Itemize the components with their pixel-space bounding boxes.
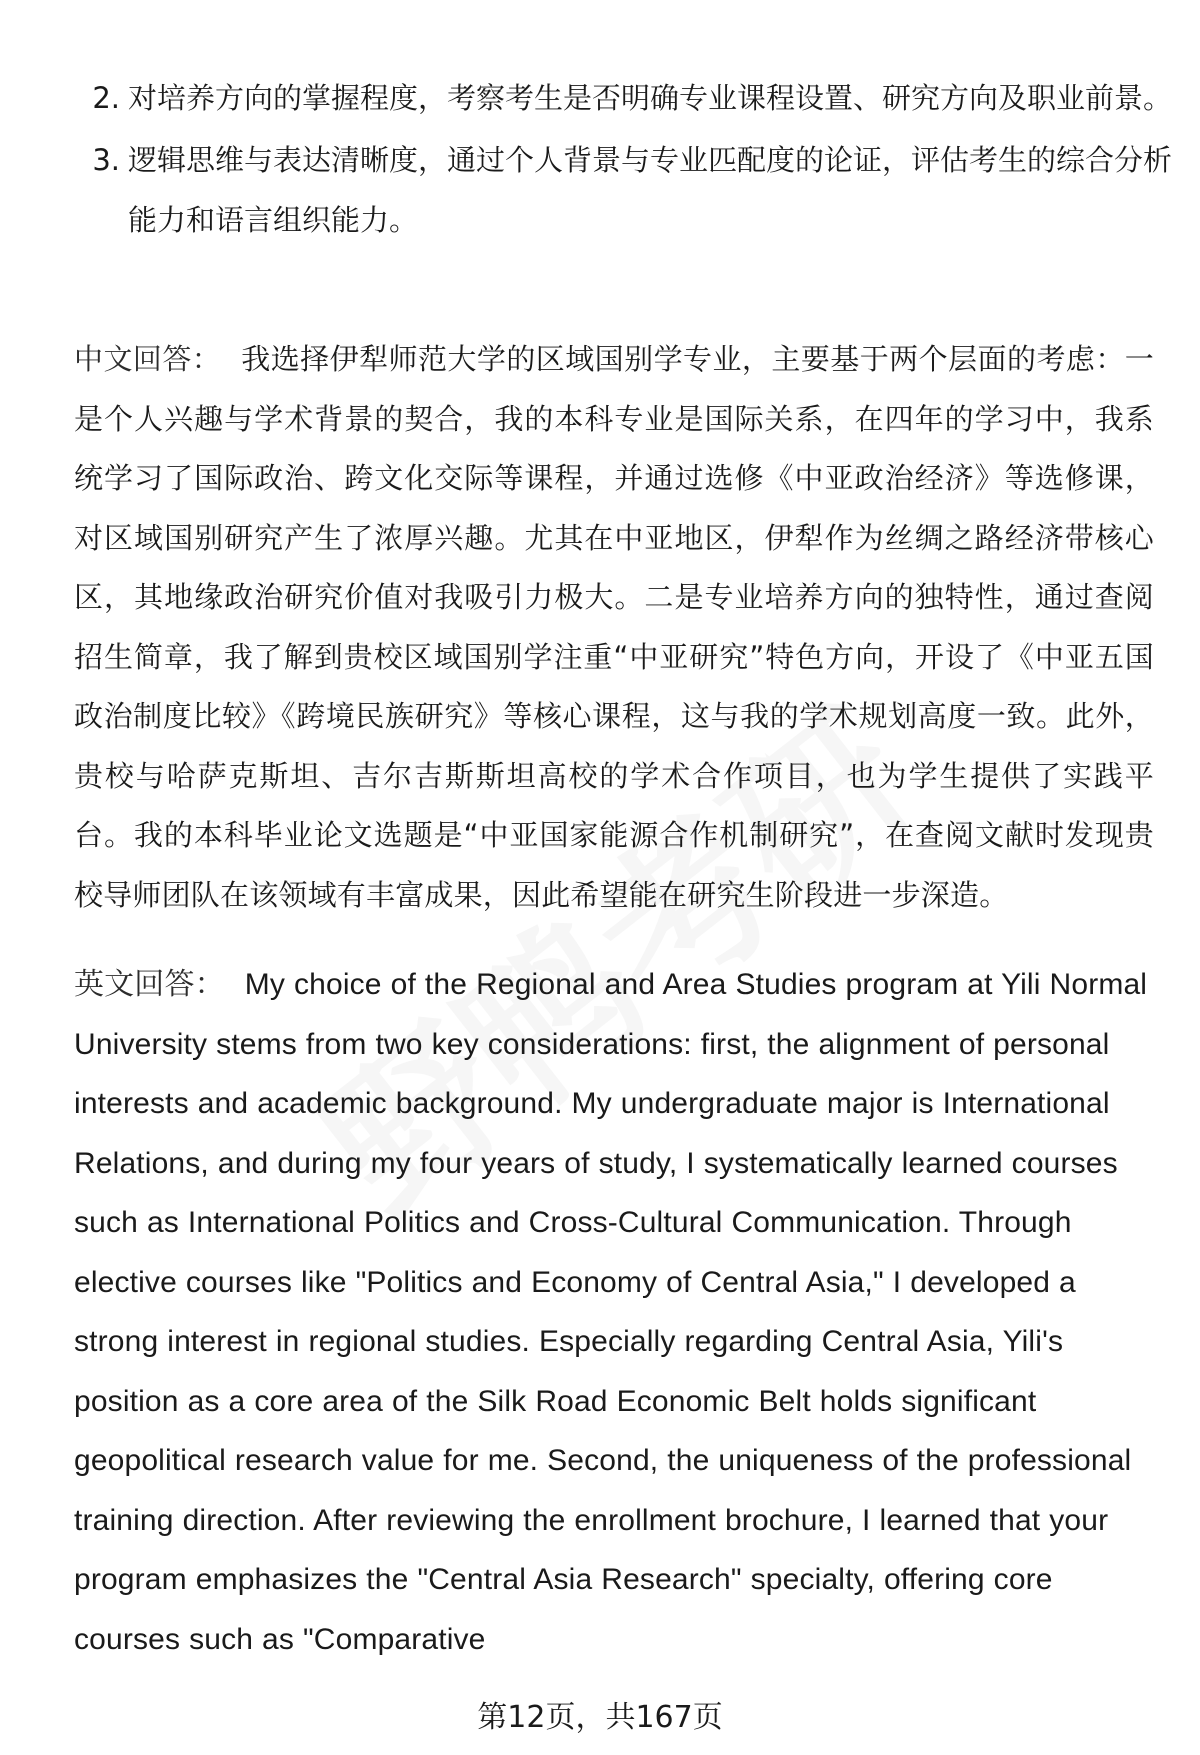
list-item <box>76 130 1176 250</box>
list-item-text: 逻辑思维与表达清晰度，通过个人背景与专业匹配度的论证，评估考生的综合分析能力和语言组织能力。 <box>128 143 1173 237</box>
english-answer <box>74 955 1154 1669</box>
page-indicator: 第12页，共167页 <box>477 1700 723 1735</box>
chinese-answer <box>74 330 1154 925</box>
chinese-answer-label: 中文回答： <box>74 342 222 376</box>
english-answer-label: 英文回答： <box>74 968 225 1001</box>
list-item-text: 对培养方向的掌握程度，考察考生是否明确专业课程设置、研究方向及职业前景。 <box>128 81 1173 115</box>
list-item-number: 2. <box>92 81 120 115</box>
english-answer-text: My choice of the Regional and Area Studies program at Yili Normal University stems from two key considerations: first, the alignment of personal interests and academic background. My undergraduate major is International Relations, and during my four years of study, I systematically learned courses such as International Politics and Cross-Cultural Communication. Through elective courses like "Politics and Economy of Central Asia," I developed a strong interest in regional studies. Especially regarding Central Asia, Yili's position as a core area of the Silk Road Economic Belt holds significant geopolitical research value for me. Second, the uniqueness of the professional training direction. After reviewing the enrollment brochure, I learned that your program emphasizes the "Central Asia Research" specialty, offering core courses such as "Comparative <box>74 968 1148 1656</box>
list-item <box>76 68 1176 128</box>
chinese-answer-text: 我选择伊犁师范大学的区域国别学专业，主要基于两个层面的考虑：一是个人兴趣与学术背景的契合，我的本科专业是国际关系，在四年的学习中，我系统学习了国际政治、跨文化交际等课程，并通过选修《中亚政治经济》等选修课，对区域国别研究产生了浓厚兴趣。尤其在中亚地区，伊犁作为丝绸之路经济带核心区，其地缘政治研究价值对我吸引力极大。二是专业培养方向的独特性，通过查阅招生简章，我了解到贵校区域国别学注重“中亚研究”特色方向，开设了《中亚五国政治制度比较》《跨境民族研究》等核心课程，这与我的学术规划高度一致。此外，贵校与哈萨克斯坦、吉尔吉斯斯坦高校的学术合作项目，也为学生提供了实践平台。我的本科毕业论文选题是“中亚国家能源合作机制研究”，在查阅文献时发现贵校导师团队在该领域有丰富成果，因此希望能在研究生阶段进一步深造。 <box>74 342 1154 912</box>
list-item-number: 3. <box>92 143 120 177</box>
numbered-list <box>76 68 1176 252</box>
